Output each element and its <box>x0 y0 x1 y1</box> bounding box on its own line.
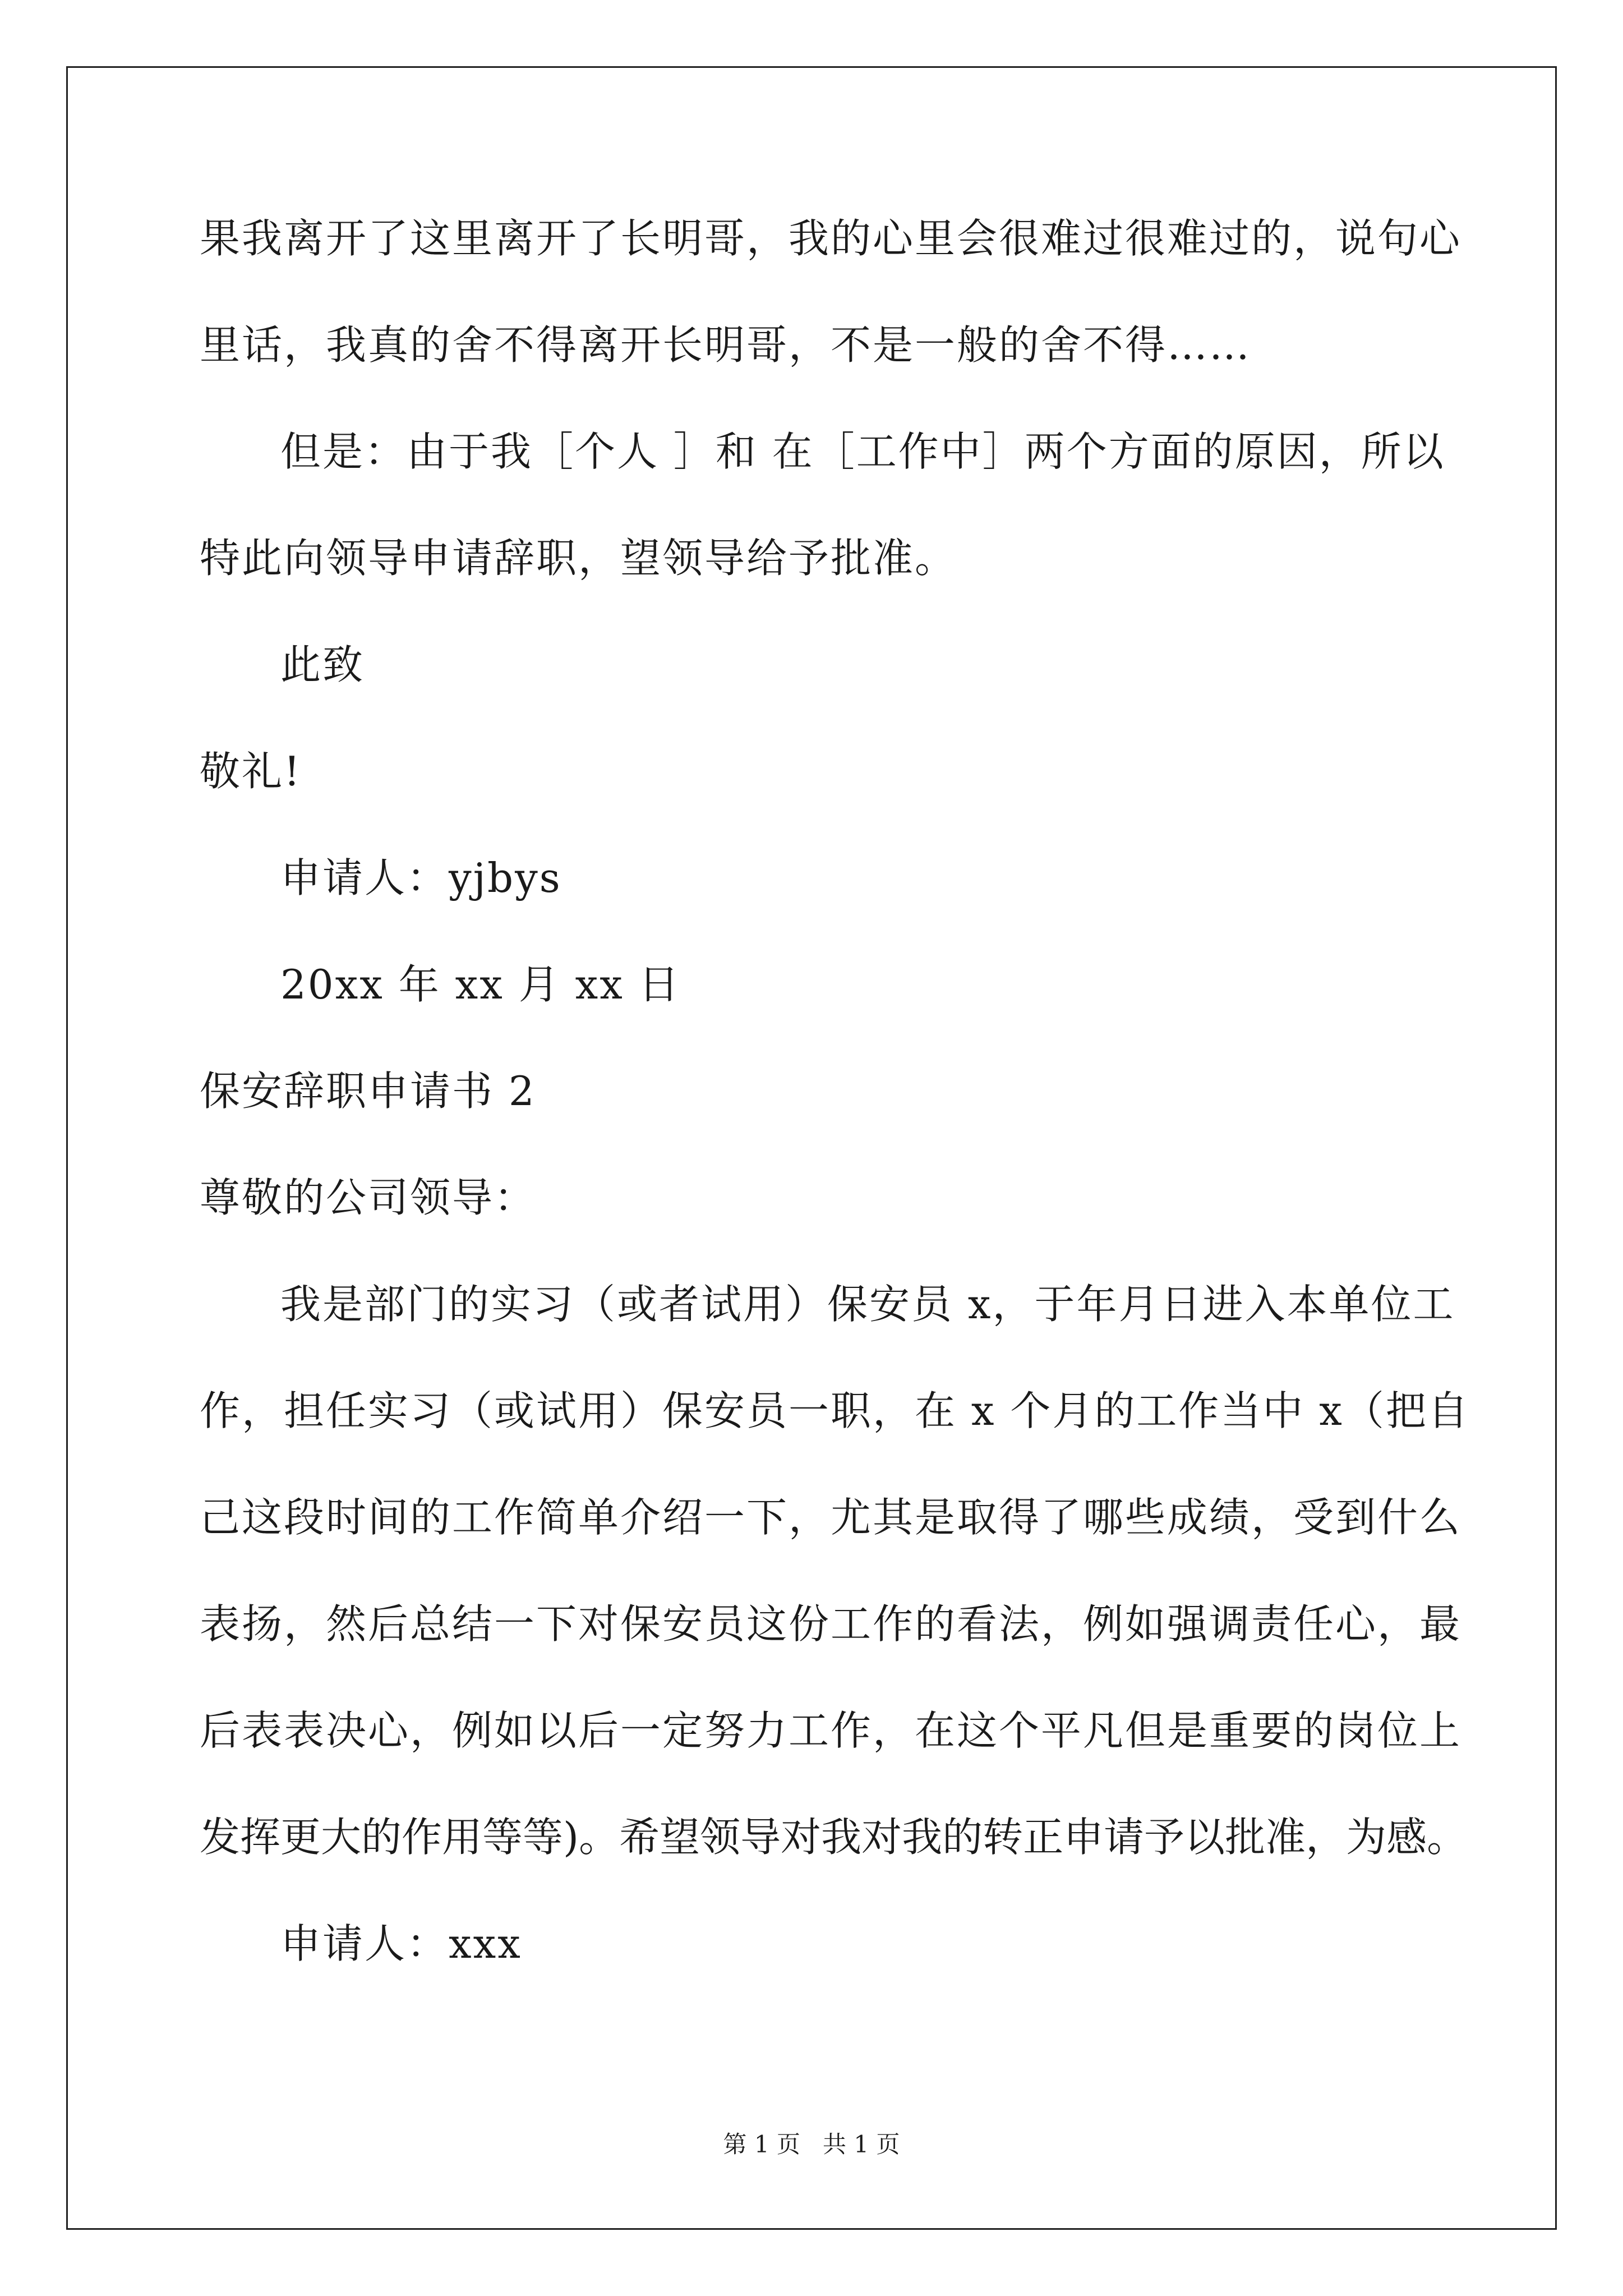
paragraph-line: 我是部门的实习（或者试用）保安员 x，于年月日进入本单位工 <box>280 1281 1455 1328</box>
paragraph-line: 果我离开了这里离开了长明哥，我的心里会很难过很难过的，说句心 <box>200 215 1462 262</box>
paragraph-line: 己这段时间的工作简单介绍一下，尤其是取得了哪些成绩，受到什么 <box>200 1494 1462 1541</box>
paragraph-line: 表扬，然后总结一下对保安员这份工作的看法，例如强调责任心，最 <box>200 1600 1462 1648</box>
closing-regards: 敬礼! <box>200 748 302 795</box>
applicant-signature: 申请人：yjbys <box>280 854 562 901</box>
paragraph-line: 特此向领导申请辞职，望领导给予批准。 <box>200 535 957 582</box>
page-border <box>66 66 1557 2230</box>
page-footer: 第 1 页 共 1 页 <box>723 2131 900 2158</box>
closing-salutation: 此致 <box>280 641 365 688</box>
date-line: 20xx 年 xx 月 xx 日 <box>280 961 681 1008</box>
paragraph-line: 里话，我真的舍不得离开长明哥，不是一般的舍不得…… <box>200 321 1252 369</box>
paragraph-line: 但是：由于我［个人 ］和 在［工作中］两个方面的原因，所以 <box>280 428 1445 475</box>
paragraph-line: 后表表决心，例如以后一定努力工作，在这个平凡但是重要的岗位上 <box>200 1707 1462 1754</box>
section-title: 保安辞职申请书 2 <box>200 1068 536 1115</box>
paragraph-line: 发挥更大的作用等等)。希望领导对我对我的转正申请予以批准，为感。 <box>200 1814 1468 1861</box>
salutation: 尊敬的公司领导： <box>200 1174 537 1221</box>
applicant-signature: 申请人：xxx <box>280 1920 522 1967</box>
paragraph-line: 作，担任实习（或试用）保安员一职，在 x 个月的工作当中 x（把自 <box>200 1387 1470 1434</box>
